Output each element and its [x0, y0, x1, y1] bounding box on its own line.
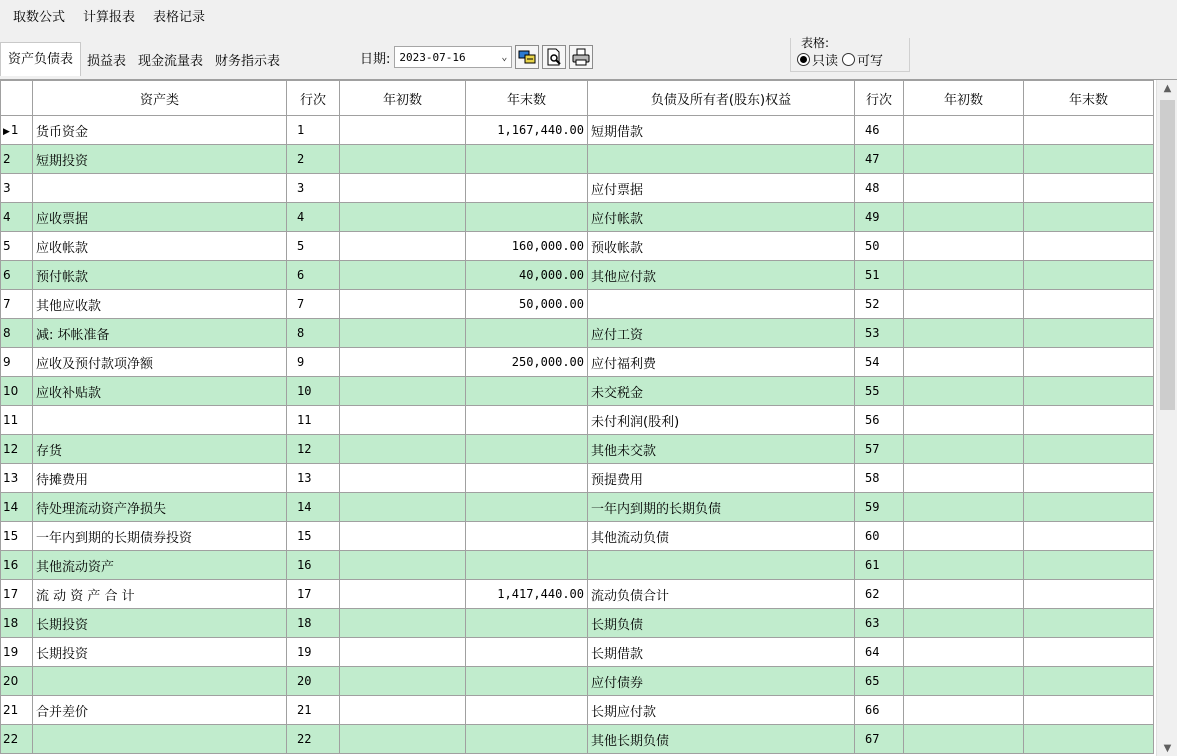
cell-line[interactable]: 4 [287, 203, 340, 232]
cell-end[interactable] [466, 609, 588, 638]
balance-sheet-grid [0, 79, 1177, 756]
cell-begin[interactable] [340, 609, 466, 638]
table-row[interactable] [1, 377, 1154, 406]
cell-line2[interactable]: 55 [855, 377, 904, 406]
tab-balance-sheet[interactable]: 资产负债表 [0, 42, 81, 76]
column-header[interactable]: 负债及所有者(股东)权益 [588, 81, 855, 116]
cell-line[interactable]: 11 [287, 406, 340, 435]
cell-end[interactable] [466, 696, 588, 725]
writable-label[interactable]: 可写 [857, 54, 884, 69]
cell-end2[interactable] [1024, 464, 1154, 493]
table-row[interactable] [1, 667, 1154, 696]
cell-end2[interactable] [1024, 609, 1154, 638]
row-number[interactable] [1, 174, 33, 203]
cell-begin[interactable] [340, 406, 466, 435]
row-number[interactable] [1, 116, 33, 145]
scroll-up-icon[interactable]: ▲ [1163, 83, 1172, 94]
cell-line2[interactable]: 61 [855, 551, 904, 580]
cell-liab[interactable] [588, 551, 855, 580]
cell-liab[interactable]: 其他应付款 [588, 261, 855, 290]
cell-asset[interactable]: 合并差价 [33, 696, 287, 725]
cell-asset[interactable]: 一年内到期的长期债券投资 [33, 522, 287, 551]
cell-liab[interactable] [588, 145, 855, 174]
row-number[interactable] [1, 232, 33, 261]
menu-table-records[interactable]: 表格记录 [153, 9, 206, 25]
cell-end[interactable]: 50,000.00 [466, 290, 588, 319]
cell-begin2[interactable] [904, 551, 1024, 580]
cell-line[interactable]: 8 [287, 319, 340, 348]
row-number-label: 21 [3, 703, 19, 717]
column-header[interactable]: 资产类 [33, 81, 287, 116]
row-number-label: 5 [3, 239, 11, 253]
cell-line[interactable]: 5 [287, 232, 340, 261]
cell-asset[interactable]: 货币资金 [33, 116, 287, 145]
cell-liab[interactable]: 短期借款 [588, 116, 855, 145]
cell-begin[interactable] [340, 464, 466, 493]
cell-line2[interactable]: 62 [855, 580, 904, 609]
cell-liab[interactable]: 预提费用 [588, 464, 855, 493]
row-number[interactable] [1, 435, 33, 464]
calculate-button[interactable] [515, 45, 539, 69]
cell-line2[interactable]: 64 [855, 638, 904, 667]
cell-line[interactable]: 21 [287, 696, 340, 725]
cell-end2[interactable] [1024, 435, 1154, 464]
cell-asset[interactable]: 减: 坏帐准备 [33, 319, 287, 348]
row-number-label: 8 [3, 326, 11, 340]
cell-begin[interactable] [340, 290, 466, 319]
cell-begin[interactable] [340, 435, 466, 464]
cell-end[interactable] [466, 667, 588, 696]
row-number-label: 3 [3, 181, 11, 195]
cell-line2[interactable]: 65 [855, 667, 904, 696]
cell-asset[interactable]: 应收补贴款 [33, 377, 287, 406]
vertical-scrollbar[interactable] [1156, 80, 1177, 756]
cell-line2[interactable]: 54 [855, 348, 904, 377]
cell-end[interactable] [466, 493, 588, 522]
cell-begin2[interactable] [904, 725, 1024, 754]
row-number[interactable] [1, 522, 33, 551]
row-number[interactable] [1, 145, 33, 174]
row-number-label: 12 [3, 442, 19, 456]
cell-begin2[interactable] [904, 319, 1024, 348]
cell-begin2[interactable] [904, 261, 1024, 290]
cell-asset[interactable]: 应收及预付款项净额 [33, 348, 287, 377]
cell-end[interactable] [466, 638, 588, 667]
cell-begin[interactable] [340, 580, 466, 609]
date-picker[interactable] [394, 46, 512, 68]
table-row[interactable] [1, 464, 1154, 493]
cell-end[interactable]: 160,000.00 [466, 232, 588, 261]
table-row[interactable] [1, 638, 1154, 667]
row-number[interactable] [1, 290, 33, 319]
cell-line2[interactable]: 56 [855, 406, 904, 435]
cell-liab[interactable]: 未付利润(股利) [588, 406, 855, 435]
row-number-label: 19 [3, 645, 19, 659]
cell-begin2[interactable] [904, 435, 1024, 464]
row-number-label: 18 [3, 616, 19, 630]
cell-begin[interactable] [340, 551, 466, 580]
cell-end[interactable]: 250,000.00 [466, 348, 588, 377]
cell-asset[interactable] [33, 667, 287, 696]
cell-end2[interactable] [1024, 406, 1154, 435]
cell-end[interactable] [466, 174, 588, 203]
print-button[interactable] [569, 45, 593, 69]
cell-begin[interactable] [340, 725, 466, 754]
row-number[interactable] [1, 667, 33, 696]
cell-begin2[interactable] [904, 145, 1024, 174]
cell-begin2[interactable] [904, 464, 1024, 493]
table-row[interactable] [1, 609, 1154, 638]
cell-asset[interactable] [33, 406, 287, 435]
cell-end[interactable] [466, 522, 588, 551]
cell-end2[interactable] [1024, 290, 1154, 319]
cell-begin[interactable] [340, 493, 466, 522]
tab-financial-indicators[interactable]: 财务指示表 [215, 54, 281, 69]
cell-end2[interactable] [1024, 116, 1154, 145]
chevron-down-icon[interactable]: ⌄ [501, 51, 508, 63]
calculator-icon [518, 49, 536, 65]
cell-begin2[interactable] [904, 116, 1024, 145]
cell-liab[interactable]: 其他长期负债 [588, 725, 855, 754]
table-mode-group [790, 38, 910, 72]
column-header[interactable]: 年末数 [1024, 81, 1154, 116]
cell-asset[interactable]: 长期投资 [33, 609, 287, 638]
row-number[interactable] [1, 609, 33, 638]
cell-line[interactable]: 13 [287, 464, 340, 493]
cell-line[interactable]: 20 [287, 667, 340, 696]
cell-end[interactable] [466, 464, 588, 493]
cell-asset[interactable]: 应收帐款 [33, 232, 287, 261]
cell-line2[interactable]: 67 [855, 725, 904, 754]
column-header[interactable]: 行次 [287, 81, 340, 116]
cell-line2[interactable]: 63 [855, 609, 904, 638]
cell-end2[interactable] [1024, 638, 1154, 667]
cell-begin2[interactable] [904, 232, 1024, 261]
cell-begin2[interactable] [904, 290, 1024, 319]
column-header[interactable]: 年初数 [340, 81, 466, 116]
row-number-label: 22 [3, 732, 19, 746]
cell-line2[interactable]: 47 [855, 145, 904, 174]
cell-begin[interactable] [340, 348, 466, 377]
cell-begin[interactable] [340, 319, 466, 348]
row-number-label: 9 [3, 355, 11, 369]
cell-asset[interactable]: 待摊费用 [33, 464, 287, 493]
row-number[interactable] [1, 406, 33, 435]
cell-begin2[interactable] [904, 493, 1024, 522]
cell-end[interactable] [466, 435, 588, 464]
menu-calc-report[interactable]: 计算报表 [83, 9, 136, 25]
row-number-label: 16 [3, 558, 19, 572]
cell-begin2[interactable] [904, 348, 1024, 377]
cell-line[interactable]: 22 [287, 725, 340, 754]
table-row[interactable] [1, 696, 1154, 725]
cell-liab[interactable]: 应付工资 [588, 319, 855, 348]
row-number-label: 20 [3, 674, 19, 688]
cell-liab[interactable]: 长期应付款 [588, 696, 855, 725]
row-number[interactable] [1, 464, 33, 493]
cell-asset[interactable]: 其他应收款 [33, 290, 287, 319]
cell-end[interactable] [466, 551, 588, 580]
cell-line2[interactable]: 51 [855, 261, 904, 290]
cell-asset[interactable]: 流 动 资 产 合 计 [33, 580, 287, 609]
cell-begin[interactable] [340, 174, 466, 203]
cell-line[interactable]: 12 [287, 435, 340, 464]
cell-liab[interactable]: 应付福利费 [588, 348, 855, 377]
cell-line2[interactable]: 58 [855, 464, 904, 493]
cell-line2[interactable]: 60 [855, 522, 904, 551]
cell-line2[interactable]: 52 [855, 290, 904, 319]
cell-end2[interactable] [1024, 696, 1154, 725]
cell-end2[interactable] [1024, 725, 1154, 754]
cell-end2[interactable] [1024, 493, 1154, 522]
row-number[interactable] [1, 261, 33, 290]
row-number[interactable] [1, 696, 33, 725]
table-row[interactable] [1, 551, 1154, 580]
row-number-label: 11 [3, 413, 19, 427]
cell-end2[interactable] [1024, 145, 1154, 174]
row-number[interactable] [1, 348, 33, 377]
table-row[interactable] [1, 290, 1154, 319]
report-tabs [0, 42, 286, 76]
cell-end2[interactable] [1024, 174, 1154, 203]
scroll-down-icon[interactable]: ▼ [1163, 743, 1172, 754]
row-number-label: 6 [3, 268, 11, 282]
toolbar [0, 30, 1177, 76]
cell-asset[interactable] [33, 174, 287, 203]
cell-end[interactable] [466, 406, 588, 435]
table-row[interactable] [1, 232, 1154, 261]
table-row[interactable] [1, 522, 1154, 551]
cell-line[interactable]: 7 [287, 290, 340, 319]
cell-line[interactable]: 2 [287, 145, 340, 174]
column-header[interactable]: 行次 [855, 81, 904, 116]
cell-begin[interactable] [340, 522, 466, 551]
table-row[interactable] [1, 319, 1154, 348]
cell-asset[interactable] [33, 725, 287, 754]
cell-end[interactable] [466, 203, 588, 232]
column-header[interactable]: 年末数 [466, 81, 588, 116]
cell-begin[interactable] [340, 667, 466, 696]
cell-begin2[interactable] [904, 522, 1024, 551]
cell-line2[interactable]: 59 [855, 493, 904, 522]
row-number-label: 17 [3, 587, 19, 601]
date-value: 2023-07-16 [399, 50, 466, 64]
row-number[interactable] [1, 493, 33, 522]
cell-end2[interactable] [1024, 667, 1154, 696]
cell-end2[interactable] [1024, 522, 1154, 551]
cell-begin[interactable] [340, 232, 466, 261]
cell-line2[interactable]: 46 [855, 116, 904, 145]
table-row[interactable] [1, 580, 1154, 609]
row-number-label: 13 [3, 471, 19, 485]
cell-liab[interactable]: 未交税金 [588, 377, 855, 406]
cell-liab[interactable]: 预收帐款 [588, 232, 855, 261]
cell-begin2[interactable] [904, 638, 1024, 667]
cell-begin[interactable] [340, 377, 466, 406]
cell-line[interactable]: 9 [287, 348, 340, 377]
cell-asset[interactable]: 其他流动资产 [33, 551, 287, 580]
cell-begin2[interactable] [904, 203, 1024, 232]
readonly-label[interactable]: 只读 [812, 54, 839, 69]
cell-liab[interactable]: 其他流动负债 [588, 522, 855, 551]
table-row[interactable] [1, 493, 1154, 522]
cell-line[interactable]: 14 [287, 493, 340, 522]
cell-asset[interactable]: 存货 [33, 435, 287, 464]
cell-asset[interactable]: 待处理流动资产净损失 [33, 493, 287, 522]
table-header-row [1, 81, 1154, 116]
cell-line2[interactable]: 66 [855, 696, 904, 725]
table-mode-title: 表格: [801, 36, 830, 50]
column-header[interactable]: 年初数 [904, 81, 1024, 116]
row-number[interactable] [1, 638, 33, 667]
current-row-marker-icon: ▶ [3, 127, 10, 137]
cell-end[interactable]: 1,167,440.00 [466, 116, 588, 145]
writable-radio[interactable] [842, 53, 855, 66]
cell-line[interactable]: 17 [287, 580, 340, 609]
cell-begin2[interactable] [904, 667, 1024, 696]
cell-end2[interactable] [1024, 348, 1154, 377]
cell-liab[interactable] [588, 290, 855, 319]
cell-begin2[interactable] [904, 580, 1024, 609]
row-number-label: 15 [3, 529, 19, 543]
printer-icon [572, 48, 590, 66]
cell-line[interactable]: 15 [287, 522, 340, 551]
cell-asset[interactable]: 应收票据 [33, 203, 287, 232]
cell-end[interactable] [466, 725, 588, 754]
cell-begin2[interactable] [904, 406, 1024, 435]
row-number[interactable] [1, 377, 33, 406]
row-number-label: 1 [10, 123, 19, 137]
cell-begin2[interactable] [904, 174, 1024, 203]
table-row[interactable] [1, 348, 1154, 377]
cell-line2[interactable]: 48 [855, 174, 904, 203]
cell-begin[interactable] [340, 203, 466, 232]
cell-liab[interactable]: 应付债券 [588, 667, 855, 696]
cell-begin2[interactable] [904, 377, 1024, 406]
readonly-radio[interactable] [797, 53, 810, 66]
table-row[interactable] [1, 145, 1154, 174]
tab-income-statement[interactable]: 损益表 [87, 54, 127, 69]
cell-begin[interactable] [340, 638, 466, 667]
cell-end2[interactable] [1024, 377, 1154, 406]
print-preview-icon [545, 48, 563, 66]
cell-end2[interactable] [1024, 232, 1154, 261]
balance-sheet-table [0, 80, 1154, 754]
cell-liab[interactable]: 长期借款 [588, 638, 855, 667]
cell-line[interactable]: 19 [287, 638, 340, 667]
row-number[interactable] [1, 580, 33, 609]
cell-line[interactable]: 18 [287, 609, 340, 638]
cell-begin[interactable] [340, 261, 466, 290]
cell-begin2[interactable] [904, 609, 1024, 638]
scroll-thumb[interactable] [1160, 100, 1175, 410]
cell-asset[interactable]: 预付帐款 [33, 261, 287, 290]
cell-line[interactable]: 1 [287, 116, 340, 145]
table-row[interactable] [1, 174, 1154, 203]
row-number-label: 7 [3, 297, 11, 311]
print-preview-button[interactable] [542, 45, 566, 69]
cell-line[interactable]: 6 [287, 261, 340, 290]
cell-end2[interactable] [1024, 203, 1154, 232]
menu-fetch-formula[interactable]: 取数公式 [13, 9, 66, 25]
cell-line2[interactable]: 53 [855, 319, 904, 348]
row-number-label: 2 [3, 152, 11, 166]
cell-line2[interactable]: 57 [855, 435, 904, 464]
cell-begin[interactable] [340, 696, 466, 725]
cell-line[interactable]: 16 [287, 551, 340, 580]
cell-end[interactable] [466, 145, 588, 174]
tab-cash-flow[interactable]: 现金流量表 [138, 54, 204, 69]
cell-end2[interactable] [1024, 261, 1154, 290]
cell-begin2[interactable] [904, 696, 1024, 725]
cell-line2[interactable]: 49 [855, 203, 904, 232]
cell-end2[interactable] [1024, 551, 1154, 580]
cell-end2[interactable] [1024, 319, 1154, 348]
cell-liab[interactable]: 长期负债 [588, 609, 855, 638]
cell-asset[interactable]: 长期投资 [33, 638, 287, 667]
cell-liab[interactable]: 应付票据 [588, 174, 855, 203]
cell-liab[interactable]: 流动负债合计 [588, 580, 855, 609]
date-label: 日期: [360, 51, 391, 67]
table-row[interactable] [1, 725, 1154, 754]
date-group [360, 44, 593, 70]
row-number-label: 10 [3, 384, 19, 398]
cell-end[interactable]: 40,000.00 [466, 261, 588, 290]
cell-line2[interactable]: 50 [855, 232, 904, 261]
row-number-header [1, 81, 33, 116]
row-number[interactable] [1, 203, 33, 232]
cell-liab[interactable]: 应付帐款 [588, 203, 855, 232]
cell-begin[interactable] [340, 116, 466, 145]
menu-bar [0, 0, 1177, 30]
row-number[interactable] [1, 319, 33, 348]
cell-end[interactable]: 1,417,440.00 [466, 580, 588, 609]
row-number-label: 4 [3, 210, 11, 224]
cell-line[interactable]: 10 [287, 377, 340, 406]
row-number[interactable] [1, 551, 33, 580]
row-number-label: 14 [3, 500, 19, 514]
cell-end[interactable] [466, 377, 588, 406]
cell-end[interactable] [466, 319, 588, 348]
row-number[interactable] [1, 725, 33, 754]
table-row[interactable] [1, 116, 1154, 145]
cell-liab[interactable]: 其他未交款 [588, 435, 855, 464]
cell-liab[interactable]: 一年内到期的长期负债 [588, 493, 855, 522]
table-row[interactable] [1, 203, 1154, 232]
cell-begin[interactable] [340, 145, 466, 174]
table-row[interactable] [1, 435, 1154, 464]
cell-end2[interactable] [1024, 580, 1154, 609]
table-row[interactable] [1, 261, 1154, 290]
table-row[interactable] [1, 406, 1154, 435]
cell-line[interactable]: 3 [287, 174, 340, 203]
cell-asset[interactable]: 短期投资 [33, 145, 287, 174]
